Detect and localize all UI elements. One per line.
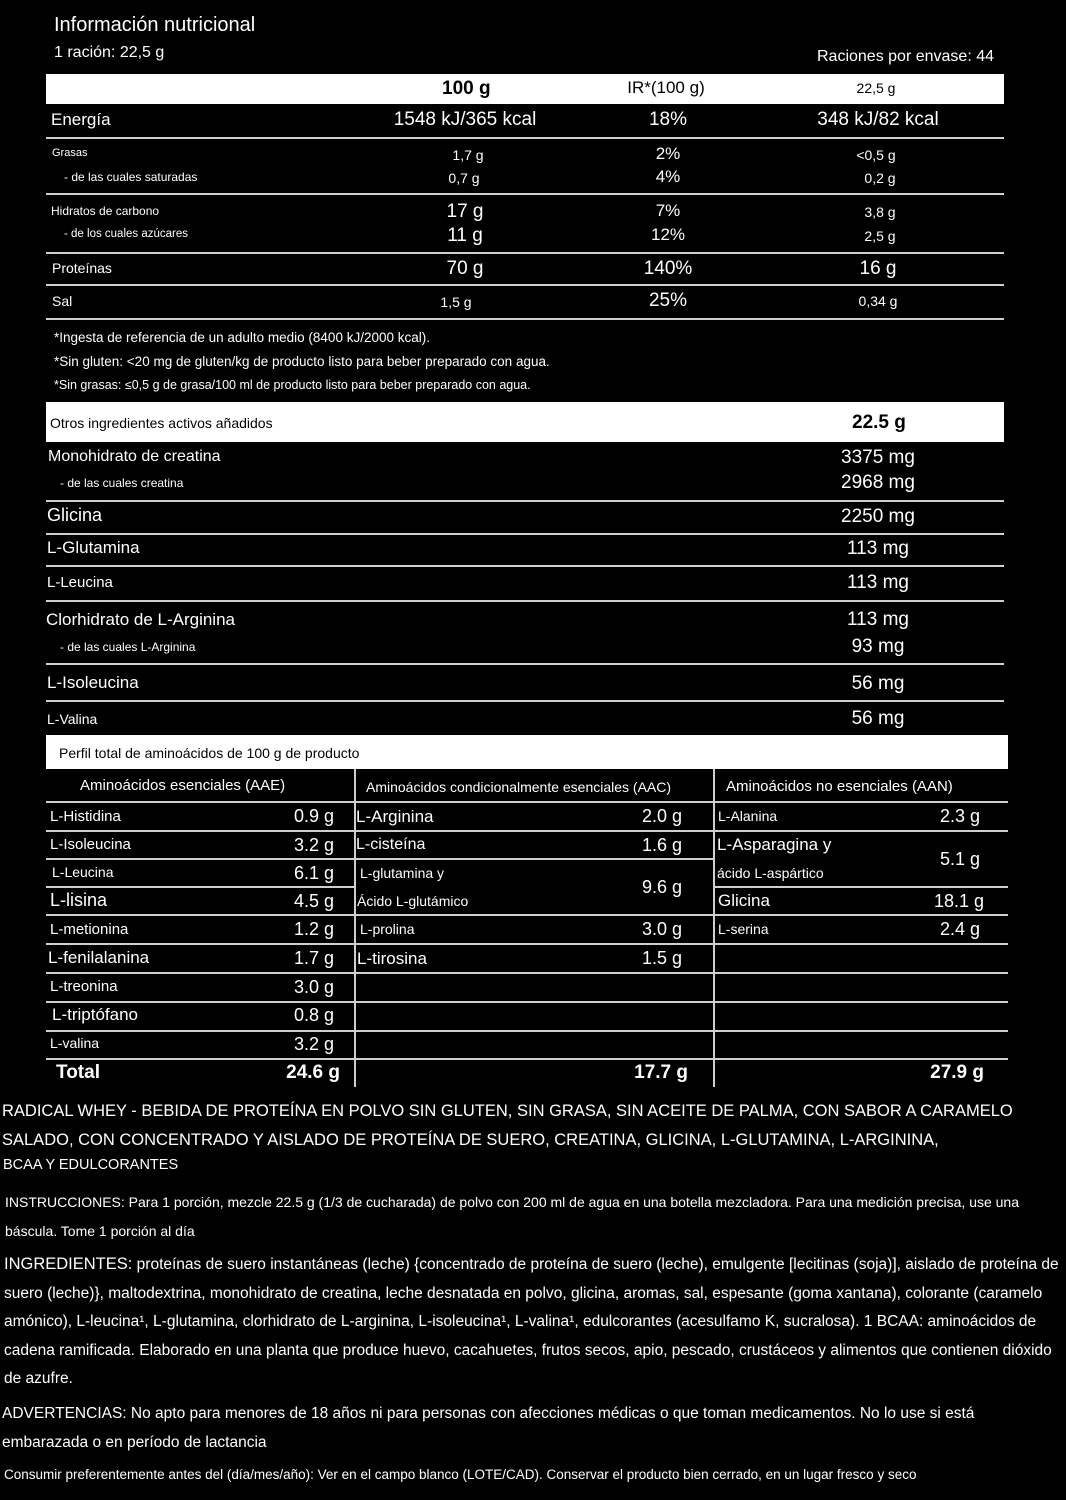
amino-conditional-name: L-glutamina y [360, 865, 445, 881]
amino-total-label: Total [56, 1062, 100, 1083]
amino-col-title-essential: Aminoácidos esenciales (AAE) [80, 777, 286, 794]
active-creatine-label: Monohidrato de creatina [48, 448, 221, 465]
amino-nonessential-value: 5.1 g [939, 849, 980, 869]
product-description-tail: BCAA Y EDULCORANTES [3, 1157, 179, 1173]
nutrient-salt-label: Sal [52, 293, 73, 309]
page-title: Información nutricional [54, 14, 256, 36]
note-reference-intake: *Ingesta de referencia de un adulto medio (8400 kJ/2000 kcal). [54, 330, 430, 345]
col-100g: 100 g [442, 78, 491, 99]
nutrient-satfat-portion: 0,2 g [864, 170, 896, 186]
warnings-text: ADVERTENCIAS: No apto para menores de 18 años ni para personas con afecciones médicas o que toman medicamentos. No lo use si está embarazada o en período de lactancia [2, 1405, 975, 1451]
ingredients-label: INGREDIENTES: [4, 1255, 133, 1273]
divider [46, 252, 1004, 254]
nutrient-satfat-label: - de las cuales saturadas [64, 170, 198, 184]
amino-profile-header-bar [46, 735, 1008, 769]
storage-text: Consumir preferentemente antes del (día/mes/año): Ver en el campo blanco (LOTE/CAD). Conservar el producto bien cerrado, en un lugar fresco y seco [4, 1467, 917, 1482]
divider [46, 318, 1004, 320]
divider [46, 1030, 1008, 1032]
nutrient-protein-100g: 70 g [446, 258, 484, 279]
amino-essential-name: L-Histidina [50, 808, 121, 825]
active-isoleucine-value: 56 mg [851, 673, 905, 694]
amino-conditional-name: L-prolina [360, 921, 415, 937]
divider [46, 284, 1004, 286]
divider [46, 914, 1008, 916]
nutrient-salt-100g: 1,5 g [440, 294, 472, 310]
amino-conditional-name: L-tirosina [357, 949, 427, 968]
amino-total-conditional: 17.7 g [634, 1062, 688, 1083]
active-glutamine-value: 113 mg [847, 538, 909, 559]
ingredients-paragraph [4, 1250, 1060, 1394]
amino-essential-value: 3.2 g [293, 1034, 334, 1054]
active-isoleucine-label: L-Isoleucina [47, 673, 139, 692]
divider [46, 533, 1004, 535]
amino-essential-name: L-triptófano [52, 1005, 138, 1024]
portions-per-pack: Raciones por envase: 44 [817, 48, 994, 65]
nutrient-sugars-portion: 2,5 g [864, 228, 896, 244]
divider [46, 137, 1004, 139]
amino-col-divider [713, 769, 715, 1087]
amino-essential-name: L-valina [50, 1035, 100, 1051]
amino-essential-value: 0.8 g [293, 1005, 334, 1025]
amino-conditional-value: 9.6 g [641, 877, 682, 897]
divider [46, 830, 1008, 832]
amino-essential-value: 1.7 g [293, 948, 334, 968]
active-glycine-label: Glicina [47, 505, 103, 525]
amino-essential-value: 6.1 g [293, 863, 334, 883]
divider [46, 500, 1004, 502]
amino-essential-value: 1.2 g [293, 919, 334, 939]
active-valine-value: 56 mg [851, 708, 905, 729]
nutrient-protein-portion: 16 g [859, 258, 897, 279]
active-ingredients-title: Otros ingredientes activos añadidos [50, 415, 273, 431]
nutrient-protein-label: Proteínas [52, 260, 112, 276]
nutrient-carbs-100g: 17 g [446, 201, 484, 222]
divider [46, 600, 1004, 602]
nutrient-carbs-label: Hidratos de carbono [51, 204, 160, 218]
nutrient-energy-label: Energía [51, 110, 111, 129]
active-arginine-sub-label: - de las cuales L-Arginina [60, 640, 196, 654]
amino-essential-name: L-Isoleucina [50, 836, 131, 853]
amino-essential-name: L-Leucina [52, 864, 114, 880]
active-creatine-sub-label: - de las cuales creatina [60, 476, 184, 490]
amino-conditional-name: L-Arginina [356, 807, 434, 826]
nutrient-satfat-100g: 0,7 g [448, 170, 480, 186]
nutrient-salt-portion: 0,34 g [858, 293, 898, 309]
nutrient-fat-label: Grasas [52, 147, 88, 159]
amino-essential-name: L-fenilalanina [48, 948, 150, 967]
divider [46, 565, 1004, 567]
amino-conditional-value: 2.0 g [641, 806, 682, 826]
product-description [2, 1097, 1062, 1154]
amino-essential-value: 3.0 g [293, 977, 334, 997]
nutrient-fat-ir: 2% [655, 144, 681, 163]
amino-conditional-name: L-cisteína [356, 836, 426, 853]
amino-nonessential-name-line2: ácido L-aspártico [717, 865, 824, 881]
divider [46, 801, 1008, 803]
active-glycine-value: 2250 mg [841, 506, 915, 527]
nutrient-energy-100g: 1548 kJ/365 kcal [393, 109, 537, 130]
active-ingredients-header-bar [46, 402, 1004, 442]
amino-essential-name: L-metionina [50, 921, 129, 938]
nutrient-fat-portion: <0,5 g [856, 147, 896, 163]
ration-size: 1 ración: 22,5 g [54, 44, 165, 61]
nutrient-sugars-ir: 12% [650, 225, 686, 244]
active-arginine-sub-value: 93 mg [851, 636, 905, 657]
amino-essential-value: 0.9 g [293, 806, 334, 826]
nutrient-energy-portion: 348 kJ/82 kcal [817, 109, 939, 130]
nutrient-carbs-portion: 3,8 g [864, 204, 896, 220]
active-leucine-value: 113 mg [847, 572, 909, 593]
col-ir: IR*(100 g) [627, 78, 705, 97]
product-description-text: RADICAL WHEY - BEBIDA DE PROTEÍNA EN POLVO SIN GLUTEN, SIN GRASA, SIN ACEITE DE PALMA, CON SABOR A CARAMELO SALADO, CON CONCENTRADO Y AISLADO DE PROTEÍNA DE SUERO, CREATINA, GLICINA, L-GLUTAMINA, L-ARGININA, [2, 1102, 1013, 1149]
amino-nonessential-name: Glicina [718, 891, 770, 910]
amino-nonessential-value: 2.3 g [939, 806, 980, 826]
active-arginine-hcl-label: Clorhidrato de L-Arginina [46, 610, 235, 629]
amino-essential-value: 3.2 g [293, 835, 334, 855]
ingredients-text: proteínas de suero instantáneas (leche) {concentrado de proteína de suero (leche), emulgente [lecitinas (soja)], aislado de proteína de suero (leche)}, maltodextrina, monohidrato de creatina, leche desnatada en polvo, glicina, aromas, sal, espesante (goma xantana), colorante (caramelo amónico), L-leucina¹, L-glutamina, clorhidrato de L-arginina, L-isoleucina¹, L-valina¹, edulcorantes (acesulfamo K, sucralosa). 1 BCAA: aminoácidos de cadena ramificada. Elaborado en una planta que produce huevo, cacahuetes, frutos secos, apio, pescado, crustáceos y alimentos que contienen dióxido de azufre. [4, 1256, 1059, 1387]
active-valine-label: L-Valina [47, 711, 98, 727]
amino-essential-name: L-lisina [50, 890, 108, 910]
amino-nonessential-name: L-serina [718, 921, 769, 937]
active-glutamine-label: L-Glutamina [47, 538, 140, 557]
active-leucine-label: L-Leucina [47, 574, 113, 591]
nutrition-header-bar [46, 74, 1004, 104]
nutrient-satfat-ir: 4% [655, 167, 681, 186]
nutrient-salt-ir: 25% [648, 290, 688, 311]
amino-nonessential-value: 18.1 g [933, 891, 984, 911]
note-gluten-free: *Sin gluten: <20 mg de gluten/kg de producto listo para beber preparado con agua. [54, 354, 550, 369]
nutrient-sugars-label: - de los cuales azúcares [64, 228, 189, 240]
amino-nonessential-name: L-Alanina [718, 808, 778, 824]
note-fat-free: *Sin grasas: ≤0,5 g de grasa/100 ml de producto listo para beber preparado con agua. [54, 378, 531, 392]
divider [46, 972, 1008, 974]
divider [46, 886, 354, 888]
amino-conditional-value: 1.5 g [641, 948, 682, 968]
col-portion: 22,5 g [856, 80, 896, 96]
active-arginine-hcl-value: 113 mg [847, 609, 909, 630]
divider [46, 1001, 1008, 1003]
instructions-text: INSTRUCCIONES: Para 1 porción, mezcle 22.5 g (1/3 de cucharada) de polvo con 200 ml de agua en una botella mezcladora. Para una medición precisa, use una báscula. Tome 1 porción al día [5, 1194, 1020, 1239]
amino-conditional-name-line2: Ácido L-glutámico [357, 893, 469, 909]
nutrient-energy-ir: 18% [648, 109, 688, 130]
divider [46, 700, 1004, 702]
divider [46, 193, 1004, 195]
amino-essential-value: 4.5 g [293, 891, 334, 911]
amino-total-nonessential: 27.9 g [930, 1062, 984, 1083]
divider [714, 886, 1008, 888]
nutrient-carbs-ir: 7% [655, 201, 681, 220]
nutrient-sugars-100g: 11 g [447, 225, 483, 246]
amino-nonessential-name: L-Asparagina y [717, 835, 832, 854]
divider [46, 943, 1008, 945]
amino-essential-name: L-treonina [50, 978, 118, 995]
amino-conditional-value: 3.0 g [641, 919, 682, 939]
active-creatine-sub-value: 2968 mg [841, 472, 915, 493]
amino-conditional-value: 1.6 g [641, 835, 682, 855]
amino-nonessential-value: 2.4 g [939, 919, 980, 939]
amino-col-title-nonessential: Aminoácidos no esenciales (AAN) [726, 778, 953, 795]
active-ingredients-portion: 22.5 g [852, 412, 906, 433]
amino-total-essential: 24.6 g [286, 1062, 340, 1083]
nutrient-protein-ir: 140% [643, 258, 693, 279]
divider [46, 1058, 1008, 1060]
amino-col-title-conditional: Aminoácidos condicionalmente esenciales (AAC) [366, 779, 672, 795]
amino-profile-title: Perfil total de aminoácidos de 100 g de producto [59, 745, 360, 761]
active-creatine-value: 3375 mg [841, 447, 915, 468]
divider [46, 663, 1004, 665]
divider [46, 858, 714, 860]
nutrient-fat-100g: 1,7 g [452, 147, 484, 163]
